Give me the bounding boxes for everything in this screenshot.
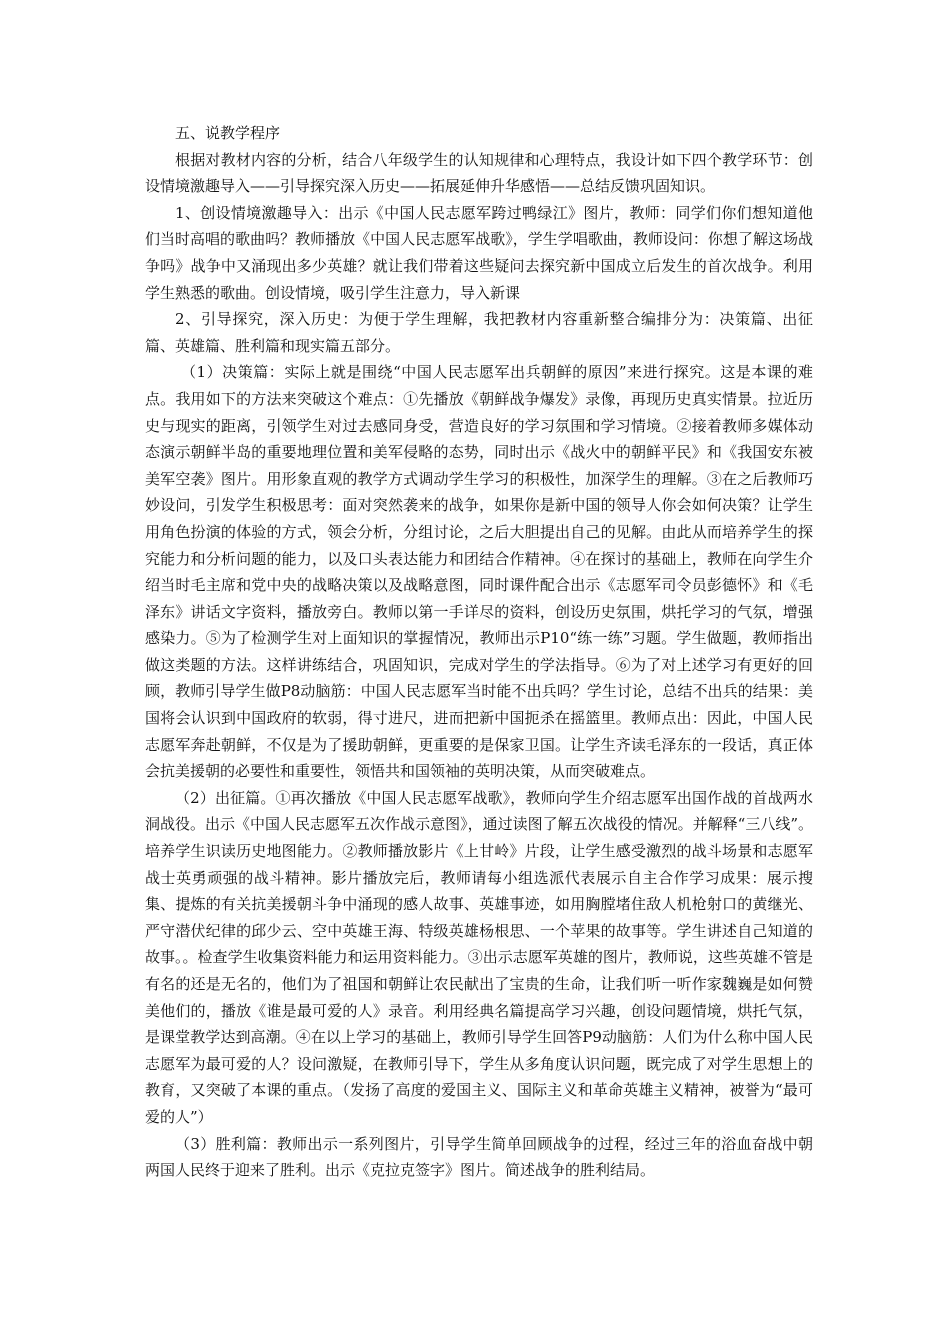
step2-paragraph: 2、引导探究，深入历史：为便于学生理解，我把教材内容重新整合编排分为：决策篇、出征篇、英雄篇、胜利篇和现实篇五部分。 (145, 310, 813, 355)
decision-paragraph: （1）决策篇：实际上就是围绕“中国人民志愿军出兵朝鲜的原因”来进行探究。这是本课的难点。我用如下的方法来突破这个难点：①先播放《朝鲜战争爆发》录像，再现历史真实情景。拉近历史与现实的距离，引领学生对过去感同身受，营造良好的学习氛围和学习情境。②接着教师多媒体动态演示朝鲜半岛的重要地理位置和美军侵略的态势，同时出示《战火中的朝鲜平民》和《我国安东被美军空袭》图片。用形象直观的教学方式调动学生学习的积极性，加深学生的理解。③在之后教师巧妙设问，引发学生积极思考：面对突然袭来的战争，如果你是新中国的领导人你会如何决策？让学生用角色扮演的体验的方式，领会分析，分组讨论，之后大胆提出自己的见解。由此从而培养学生的探究能力和分析问题的能力，以及口头表达能力和团结合作精神。④在探讨的基础上，教师在向学生介绍当时毛主席和党中央的战略决策以及战略意图，同时课件配合出示《志愿军司令员彭德怀》和《毛泽东》讲话文字资料，播放旁白。教师以第一手详尽的资料，创设历史氛围，烘托学习的气氛，增强感染力。⑤为了检测学生对上面知识的掌握情况，教师出示P10“练一练”习题。学生做题，教师指出做这类题的方法。这样讲练结合，巩固知识，完成对学生的学法指导。⑥为了对上述学习有更好的回顾，教师引导学生做P8动脑筋：中国人民志愿军当时能不出兵吗？学生讨论，总结不出兵的结果：美国将会认识到中国政府的软弱，得寸进尺，进而把新中国扼杀在摇篮里。教师点出：因此，中国人民志愿军奔赴朝鲜，不仅是为了援助朝鲜，更重要的是保家卫国。让学生齐读毛泽东的一段话，真正体会抗美援朝的必要性和重要性，领悟共和国领袖的英明决策，从而突破难点。 (145, 363, 813, 781)
document-body (145, 120, 813, 1184)
expedition-paragraph: （2）出征篇。①再次播放《中国人民志愿军战歌》，教师向学生介绍志愿军出国作战的首战两水洞战役。出示《中国人民志愿军五次作战示意图》，通过读图了解五次战役的情况。并解释“三八线”。培养学生识读历史地图能力。②教师播放影片《上甘岭》片段，让学生感受激烈的战斗场景和志愿军战士英勇顽强的战斗精神。影片播放完后，教师请每小组选派代表展示自主合作学习成果：展示搜集、提炼的有关抗美援朝斗争中涌现的感人故事、英雄事迹，如用胸膛堵住敌人机枪射口的黄继光、严守潜伏纪律的邱少云、空中英雄王海、特级英雄杨根思、一个苹果的故事等。学生讲述自己知道的故事。。检查学生收集资料能力和运用资料能力。③出示志愿军英雄的图片，教师说，这些英雄不管是有名的还是无名的，他们为了祖国和朝鲜让农民献出了宝贵的生命，让我们听一听作家魏巍是如何赞美他们的，播放《谁是最可爱的人》录音。利用经典名篇提高学习兴趣，创设问题情境，烘托气氛，是课堂教学达到高潮。④在以上学习的基础上，教师引导学生回答P9动脑筋：人们为什么称中国人民志愿军为最可爱的人？设问激疑，在教师引导下，学生从多角度认识问题，既完成了对学生思想上的教育，又突破了本课的重点。（发扬了高度的爱国主义、国际主义和革命英雄主义精神，被誉为“最可爱的人”） (145, 788, 813, 1126)
intro-paragraph: 根据对教材内容的分析，结合八年级学生的认知规律和心理特点，我设计如下四个教学环节：创设情境激趣导入——引导探究深入历史——拓展延伸升华感悟——总结反馈巩固知识。 (145, 150, 813, 196)
section-heading: 五、说教学程序 (175, 124, 281, 142)
victory-paragraph: （3）胜利篇：教师出示一系列图片，引导学生简单回顾战争的过程，经过三年的浴血奋战中朝两国人民终于迎来了胜利。出示《克拉克签字》图片。简述战争的胜利结局。 (145, 1134, 813, 1180)
step1-paragraph: 1、创设情境激趣导入：出示《中国人民志愿军跨过鸭绿江》图片，教师：同学们你们想知道他们当时高唱的歌曲吗？教师播放《中国人民志愿军战歌》，学生学唱歌曲，教师设问：你想了解这场战争吗》战争中又涌现出多少英雄？就让我们带着这些疑问去探究新中国成立后发生的首次战争。利用学生熟悉的歌曲。创设情境，吸引学生注意力，导入新课 (145, 203, 813, 302)
